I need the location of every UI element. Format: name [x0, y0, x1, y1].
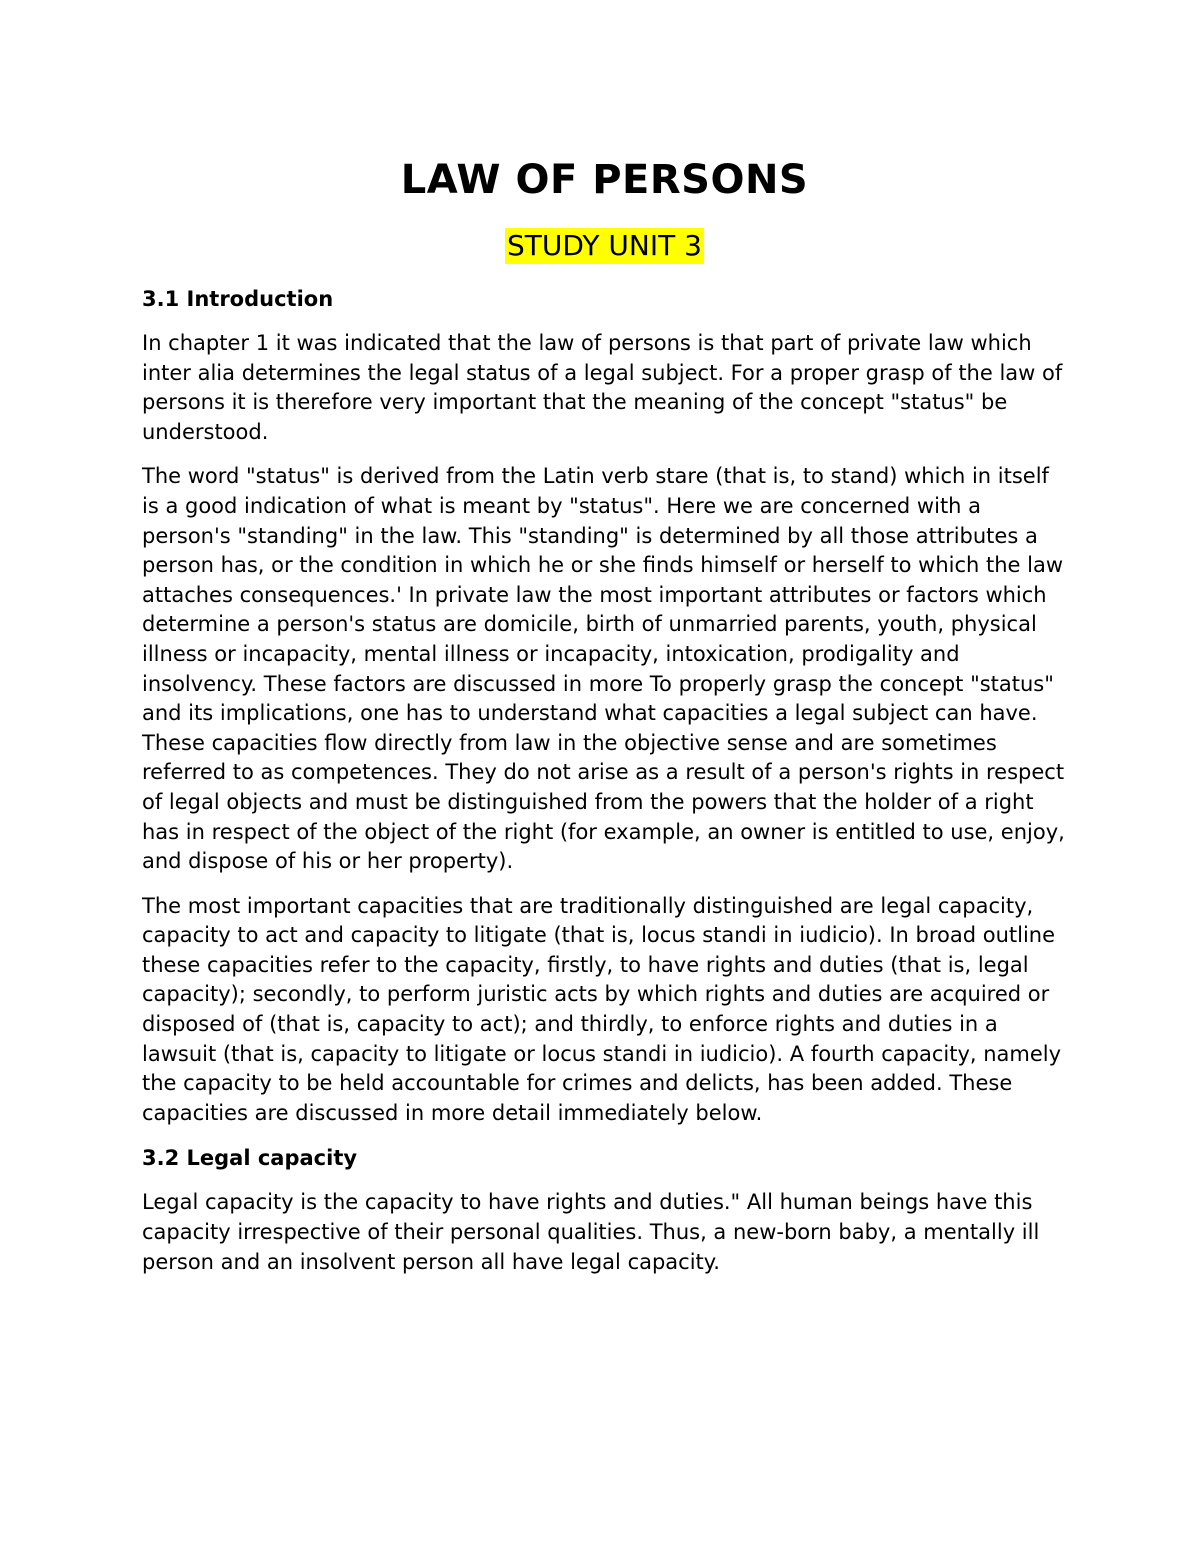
document-title: LAW OF PERSONS	[400, 157, 809, 203]
section-legal-capacity	[142, 1143, 1067, 1277]
paragraph-intro-2: The word "status" is derived from the Latin verb stare (that is, to stand) which in itself is a good indication of what is meant by "status". Here we are concerned with a person's "standing" in the law. This "standing" is determined by all those attributes a person has, or the condition in which he or she finds himself or herself to which the law attaches consequences.' In private law the most important attributes or factors which determine a person's status are domicile, birth of unmarried parents, youth, physical illness or incapacity, mental illness or incapacity, intoxication, prodigality and insolvency. These factors are discussed in more To properly grasp the concept "status" and its implications, one has to understand what capacities a legal subject can have. These capacities flow directly from law in the objective sense and are sometimes referred to as competences. They do not arise as a result of a person's rights in respect of legal objects and must be distinguished from the powers that the holder of a right has in respect of the object of the right (for example, an owner is entitled to use, enjoy, and dispose of his or her property).	[142, 464, 1065, 874]
document-page	[142, 150, 1067, 1292]
section-introduction	[142, 284, 1067, 1128]
study-unit-label: STUDY UNIT 3	[507, 229, 702, 262]
paragraph-intro-1: In chapter 1 it was indicated that the law of persons is that part of private law which inter alia determines the legal status of a legal subject. For a proper grasp of the law of persons it is therefore very important that the meaning of the concept "status" be understood.	[142, 331, 1063, 444]
section-heading-introduction: 3.1 Introduction	[142, 287, 334, 311]
paragraph-legal-capacity-1: Legal capacity is the capacity to have rights and duties." All human beings have this capacity irrespective of their personal qualities. Thus, a new-born baby, a mentally ill person and an insolvent person all have legal capacity.	[142, 1190, 1040, 1274]
study-unit-line	[142, 228, 1067, 270]
section-heading-legal-capacity: 3.2 Legal capacity	[142, 1146, 358, 1171]
paragraph-intro-3: The most important capacities that are traditionally distinguished are legal capacity, capacity to act and capacity to litigate (that is, locus standi in iudicio). In broad outline these capacities refer to the capacity, firstly, to have rights and duties (that is, legal capacity); secondly, to perform juristic acts by which rights and duties are acquired or disposed of (that is, capacity to act); and thirdly, to enforce rights and duties in a lawsuit (that is, capacity to litigate or locus standi in iudicio). A fourth capacity, namely the capacity to be held accountable for crimes and delicts, has been added. These capacities are discussed in more detail immediately below.	[142, 893, 1062, 1125]
